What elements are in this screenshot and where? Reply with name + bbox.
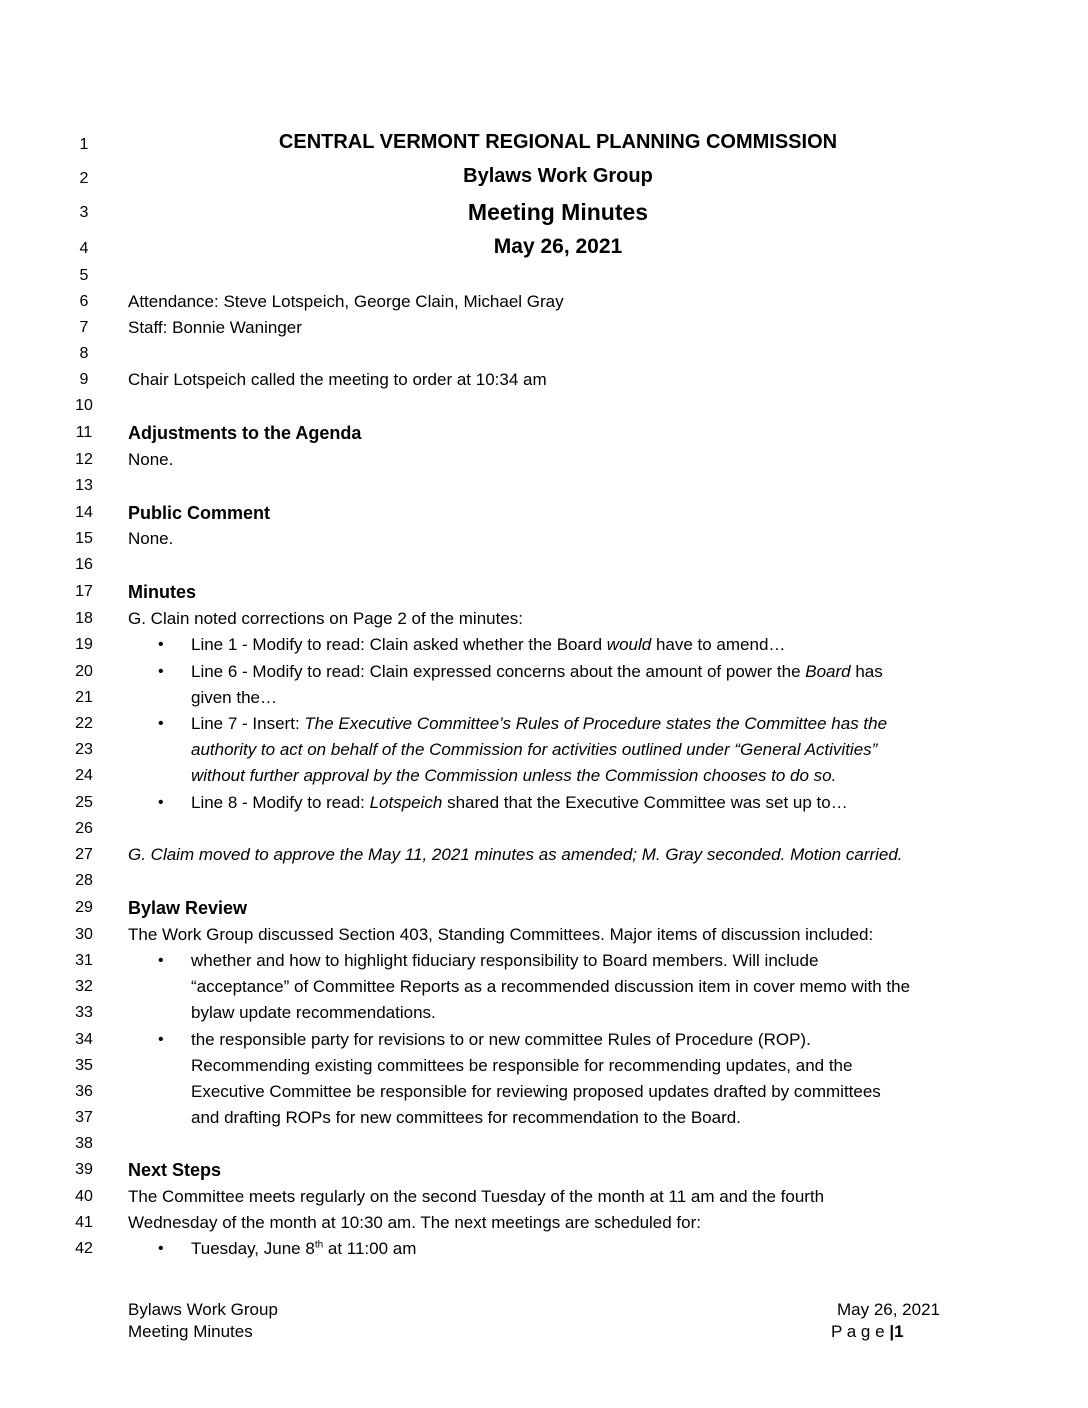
- line-number: 26: [75, 820, 93, 837]
- bylaw-item-1-cont: bylaw update recommendations.: [191, 1003, 436, 1022]
- bylaw-item-2-cont: Recommending existing committees be responsible for recommending updates, and the: [191, 1056, 853, 1075]
- footer-group: Bylaws Work Group: [128, 1300, 278, 1319]
- footer-doc-type: Meeting Minutes: [128, 1322, 253, 1341]
- bullet: •: [158, 952, 164, 969]
- line-number: 2: [79, 170, 89, 187]
- footer-page-number: P a g e |1: [831, 1322, 904, 1341]
- group-title: Bylaws Work Group: [463, 165, 653, 187]
- minutes-correction-line-6-cont: given the…: [191, 688, 277, 707]
- line-number: 1: [79, 136, 89, 153]
- line-number: 32: [75, 978, 93, 995]
- bullet: •: [158, 1240, 164, 1257]
- next-meeting-item: Tuesday, June 8th at 11:00 am: [191, 1239, 417, 1258]
- line-number: 12: [75, 451, 93, 468]
- minutes-correction-line-8: Line 8 - Modify to read: Lotspeich shared that the Executive Committee was set up to…: [191, 793, 848, 812]
- org-title: CENTRAL VERMONT REGIONAL PLANNING COMMISSION: [278, 131, 838, 153]
- bylaw-item-2-cont: Executive Committee be responsible for reviewing proposed updates drafted by committees: [191, 1082, 881, 1101]
- minutes-intro: G. Clain noted corrections on Page 2 of the minutes:: [128, 609, 524, 628]
- line-number: 33: [75, 1004, 93, 1021]
- bullet: •: [158, 715, 164, 732]
- meeting-date: May 26, 2021: [493, 235, 623, 258]
- line-number: 41: [75, 1214, 93, 1231]
- line-number: 17: [75, 583, 93, 600]
- motion-text: G. Claim moved to approve the May 11, 2021 minutes as amended; M. Gray seconded. Motion carried.: [128, 845, 903, 864]
- line-number: 13: [75, 477, 93, 494]
- next-steps-text-cont: Wednesday of the month at 10:30 am. The next meetings are scheduled for:: [128, 1213, 701, 1232]
- line-number: 38: [75, 1135, 93, 1152]
- line-number: 10: [75, 397, 93, 414]
- line-number: 22: [75, 715, 93, 732]
- line-number: 23: [75, 741, 93, 758]
- bullet: •: [158, 1031, 164, 1048]
- minutes-correction-line-7-cont: authority to act on behalf of the Commission for activities outlined under “General Activities”: [191, 740, 878, 759]
- line-number: 11: [75, 424, 93, 441]
- line-number: 25: [75, 794, 93, 811]
- bylaw-item-2-cont: and drafting ROPs for new committees for recommendation to the Board.: [191, 1108, 741, 1127]
- line-number: 15: [75, 530, 93, 547]
- line-number: 34: [75, 1031, 93, 1048]
- line-number: 24: [75, 767, 93, 784]
- call-to-order: Chair Lotspeich called the meeting to order at 10:34 am: [128, 370, 547, 389]
- line-number: 16: [75, 556, 93, 573]
- adjustments-text: None.: [128, 450, 174, 469]
- line-number: 30: [75, 926, 93, 943]
- section-heading-minutes: Minutes: [128, 582, 197, 602]
- line-number: 29: [75, 899, 93, 916]
- line-number: 8: [79, 345, 89, 362]
- bylaw-item-1: whether and how to highlight fiduciary responsibility to Board members. Will include: [191, 951, 819, 970]
- line-number: 21: [75, 689, 93, 706]
- line-number: 5: [79, 267, 89, 284]
- line-number: 31: [75, 952, 93, 969]
- line-number: 37: [75, 1109, 93, 1126]
- bylaw-item-2: the responsible party for revisions to or new committee Rules of Procedure (ROP).: [191, 1030, 811, 1049]
- document-title: Meeting Minutes: [467, 199, 649, 225]
- line-number: 27: [75, 846, 93, 863]
- line-number: 3: [79, 204, 89, 221]
- section-heading-adjustments: Adjustments to the Agenda: [128, 423, 362, 443]
- next-steps-text: The Committee meets regularly on the second Tuesday of the month at 11 am and the fourth: [128, 1187, 825, 1206]
- footer-date: May 26, 2021: [836, 1300, 940, 1319]
- line-number: 35: [75, 1057, 93, 1074]
- line-number: 18: [75, 610, 93, 627]
- line-number: 6: [79, 293, 89, 310]
- bullet: •: [158, 794, 164, 811]
- line-number: 14: [75, 504, 93, 521]
- line-number: 36: [75, 1083, 93, 1100]
- minutes-correction-line-1: Line 1 - Modify to read: Clain asked whether the Board would have to amend…: [191, 635, 786, 654]
- line-number: 40: [75, 1188, 93, 1205]
- minutes-correction-line-6: Line 6 - Modify to read: Clain expressed concerns about the amount of power the Board has: [191, 662, 883, 681]
- section-heading-public-comment: Public Comment: [128, 503, 271, 523]
- line-number: 42: [75, 1240, 93, 1257]
- bullet: •: [158, 636, 164, 653]
- line-number: 9: [79, 371, 89, 388]
- bullet: •: [158, 663, 164, 680]
- bylaw-item-1-cont: “acceptance” of Committee Reports as a recommended discussion item in cover memo with the: [191, 977, 911, 996]
- minutes-correction-line-7: Line 7 - Insert: The Executive Committee’s Rules of Procedure states the Committee has the: [191, 714, 888, 733]
- line-number: 39: [75, 1161, 93, 1178]
- line-number: 19: [75, 636, 93, 653]
- line-number: 4: [79, 240, 89, 257]
- public-comment-text: None.: [128, 529, 174, 548]
- attendance: Attendance: Steve Lotspeich, George Clain, Michael Gray: [128, 292, 564, 311]
- section-heading-bylaw-review: Bylaw Review: [128, 898, 248, 918]
- section-heading-next-steps: Next Steps: [128, 1160, 222, 1180]
- minutes-correction-line-7-cont: without further approval by the Commission unless the Commission chooses to do so.: [191, 766, 837, 785]
- line-number: 7: [79, 319, 89, 336]
- bylaw-review-intro: The Work Group discussed Section 403, Standing Committees. Major items of discussion included:: [128, 925, 874, 944]
- staff: Staff: Bonnie Waninger: [128, 318, 302, 337]
- line-number: 20: [75, 663, 93, 680]
- line-number: 28: [75, 872, 93, 889]
